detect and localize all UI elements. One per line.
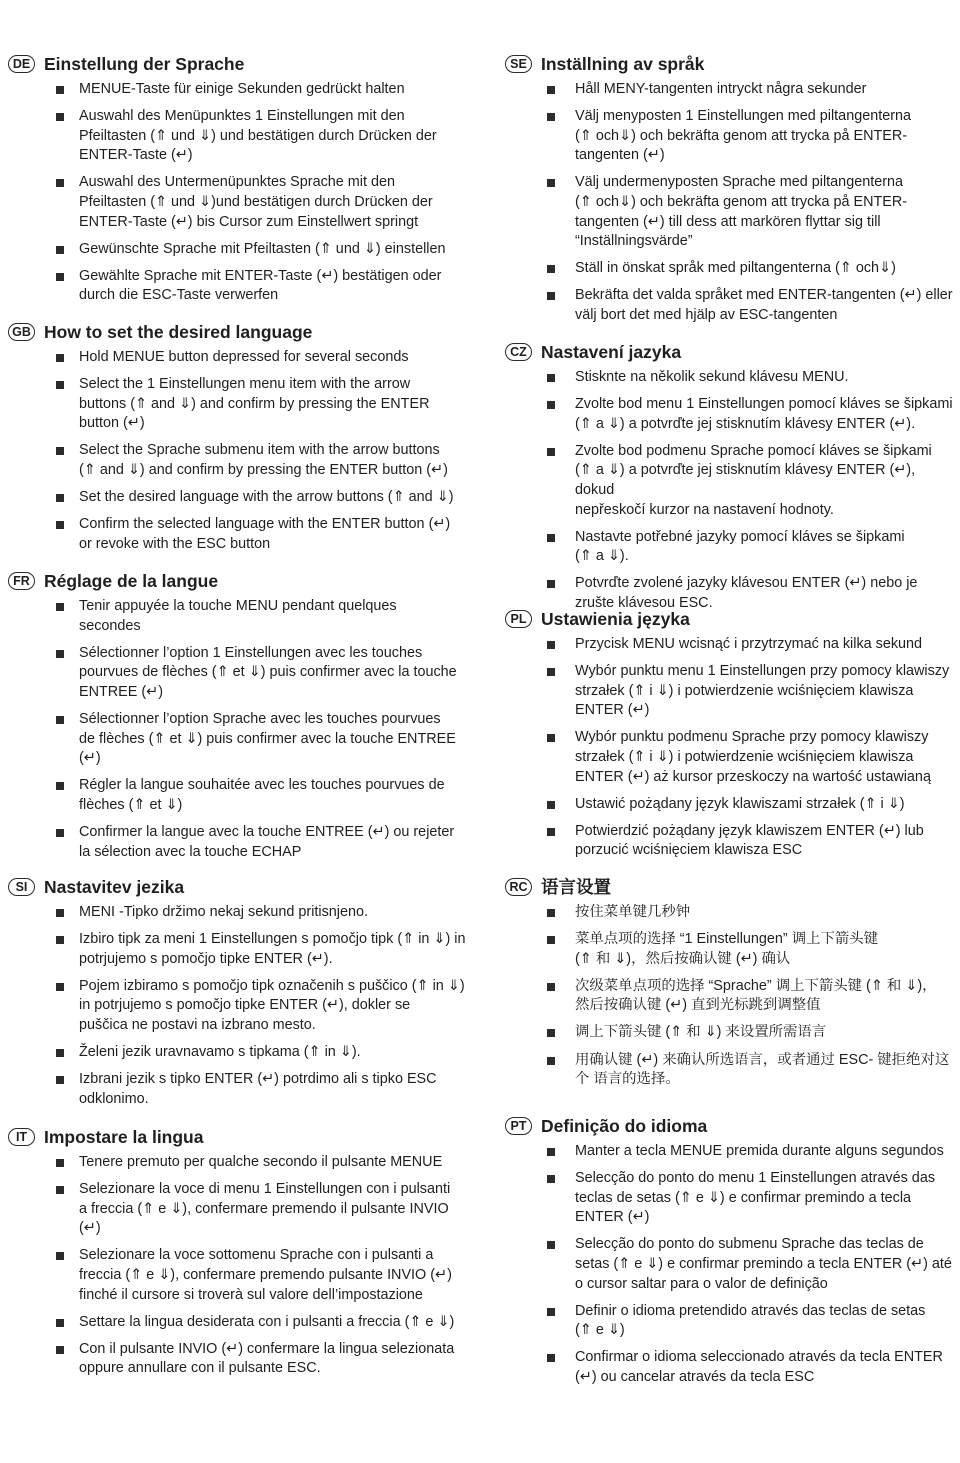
square-bullet-icon xyxy=(547,734,555,742)
item-text: Želeni jezik uravnavamo s tipkama (⇑ in ⇓). xyxy=(79,1044,361,1061)
list-item xyxy=(8,1043,470,1063)
item-text: Selecção do ponto do submenu Sprache das teclas de setas (⇑ e ⇓) e confirmar premindo a tecla ENTER (↵) até o cursor saltar para o valor de definição xyxy=(575,1236,952,1292)
list-item xyxy=(505,528,957,567)
list-item xyxy=(8,930,470,969)
list-item xyxy=(505,1051,957,1090)
list-item xyxy=(505,1302,957,1341)
square-bullet-icon xyxy=(547,1354,555,1362)
section-title: Definição do idioma xyxy=(541,1116,708,1136)
item-text: Välj menyposten 1 Einstellungen med piltangenterna (⇑ och⇓) och bekräfta genom att trycka på ENTER- tangenten (↵) xyxy=(575,108,912,164)
square-bullet-icon xyxy=(56,1252,64,1260)
list-item xyxy=(8,776,470,815)
instruction-list xyxy=(8,80,470,306)
instruction-list xyxy=(8,597,470,862)
list-item xyxy=(505,728,957,787)
section-header xyxy=(505,52,957,80)
section-header xyxy=(8,320,470,348)
section-header xyxy=(8,875,470,903)
section-fr xyxy=(8,569,470,870)
section-title: Einstellung der Sprache xyxy=(44,54,245,74)
square-bullet-icon xyxy=(56,381,64,389)
square-bullet-icon xyxy=(56,983,64,991)
list-item xyxy=(8,1180,470,1239)
language-badge: SE xyxy=(505,55,532,73)
instruction-list xyxy=(505,903,957,1090)
list-item xyxy=(8,1153,470,1173)
square-bullet-icon xyxy=(56,1159,64,1167)
item-text: 次级菜单点项的选择 “Sprache” 调上下箭头键 (⇑ 和 ⇓)， 然后按确认键 (↵) 直到光标跳到调整值 xyxy=(575,977,937,1014)
list-item xyxy=(8,240,470,260)
language-badge: CZ xyxy=(505,343,532,361)
section-title: Impostare la lingua xyxy=(44,1127,204,1147)
item-text: Zvolte bod menu 1 Einstellungen pomocí kláves se šipkami (⇑ a ⇓) a potvrďte jej stisknutím klávesy ENTER (↵). xyxy=(575,396,953,432)
item-text: Nastavte potřebné jazyky pomocí kláves se šipkami (⇑ a ⇓). xyxy=(575,528,905,565)
section-header xyxy=(8,1125,470,1153)
square-bullet-icon xyxy=(56,86,64,94)
item-text: Set the desired language with the arrow buttons (⇑ and ⇓) xyxy=(79,489,454,506)
language-badge: PT xyxy=(505,1117,532,1135)
list-item xyxy=(8,441,470,480)
item-text: Izbiro tipk za meni 1 Einstellungen s pomočjo tipk (⇑ in ⇓) in potrjujemo s pomočjo tipke ENTER (↵). xyxy=(79,931,466,967)
square-bullet-icon xyxy=(56,273,64,281)
item-text: Confirm the selected language with the ENTER button (↵) or revoke with the ESC button xyxy=(79,516,451,552)
square-bullet-icon xyxy=(547,1148,555,1156)
list-item xyxy=(505,442,957,520)
list-item xyxy=(8,644,470,703)
square-bullet-icon xyxy=(56,782,64,790)
item-text: Definir o idioma pretendido através das teclas de setas (⇑ e ⇓) xyxy=(575,1302,926,1339)
list-item xyxy=(8,107,470,166)
section-header xyxy=(505,875,957,903)
square-bullet-icon xyxy=(56,1346,64,1354)
section-de xyxy=(8,52,470,313)
square-bullet-icon xyxy=(56,603,64,611)
item-text: Select the Sprache submenu item with the arrow buttons (⇑ and ⇓) and confirm by pressing the ENTER button (↵) xyxy=(79,442,448,478)
instruction-list xyxy=(505,368,957,614)
item-text: 按住菜单键几秒钟 xyxy=(575,904,691,920)
item-text: Hold MENUE button depressed for several seconds xyxy=(79,349,409,365)
list-item xyxy=(505,107,957,166)
square-bullet-icon xyxy=(56,447,64,455)
list-item xyxy=(505,368,957,388)
square-bullet-icon xyxy=(547,1057,555,1065)
square-bullet-icon xyxy=(547,86,555,94)
item-text: Settare la lingua desiderata con i pulsanti a freccia (⇑ e ⇓) xyxy=(79,1313,455,1330)
language-badge: RC xyxy=(505,878,532,896)
language-badge: PL xyxy=(505,610,532,628)
square-bullet-icon xyxy=(547,448,555,456)
list-item xyxy=(505,1235,957,1294)
item-text: Sélectionner l’option Sprache avec les touches pourvues de flèches (⇑ et ⇓) puis confirmer avec la touche ENTREE (↵) xyxy=(79,710,456,767)
list-item xyxy=(8,348,470,368)
list-item xyxy=(8,173,470,232)
square-bullet-icon xyxy=(547,374,555,382)
list-item xyxy=(505,1023,957,1043)
square-bullet-icon xyxy=(547,668,555,676)
list-item xyxy=(8,597,470,636)
section-title: How to set the desired language xyxy=(44,322,313,342)
list-item xyxy=(8,488,470,508)
list-item xyxy=(505,286,957,325)
section-se xyxy=(505,52,957,333)
list-item xyxy=(8,267,470,306)
list-item xyxy=(505,173,957,251)
list-item xyxy=(8,1340,470,1379)
item-text: Gewünschte Sprache mit Pfeiltasten (⇑ und ⇓) einstellen xyxy=(79,240,446,257)
item-text: MENUE-Taste für einige Sekunden gedrückt halten xyxy=(79,81,405,97)
item-text: Pojem izbiramo s pomočjo tipk označenih s puščico (⇑ in ⇓) in potrjujemo s pomočjo tipke ENTER (↵), dokler se puščica ne postavi na izbrano mesto. xyxy=(79,977,465,1033)
item-text: Selezionare la voce di menu 1 Einstellungen con i pulsanti a freccia (⇑ e ⇓), confermare premendo il pulsante INVIO (↵) xyxy=(79,1181,451,1237)
item-text: Välj undermenyposten Sprache med piltangenterna (⇑ och⇓) och bekräfta genom att trycka på ENTER- tangenten (↵) till dess att markören flyttar sig till “Inställningsvärde” xyxy=(575,174,908,250)
square-bullet-icon xyxy=(547,641,555,649)
section-it xyxy=(8,1125,470,1386)
section-pl xyxy=(505,607,957,868)
instruction-list xyxy=(8,1153,470,1379)
item-text: Bekräfta det valda språket med ENTER-tangenten (↵) eller välj bort det med hjälp av ESC-tangenten xyxy=(575,287,953,323)
square-bullet-icon xyxy=(547,1029,555,1037)
list-item xyxy=(505,903,957,923)
language-badge: GB xyxy=(8,323,35,341)
instruction-list xyxy=(505,80,957,326)
instruction-list xyxy=(8,348,470,554)
square-bullet-icon xyxy=(56,716,64,724)
item-text: Wybór punktu podmenu Sprache przy pomocy klawiszy strzałek (⇑ i ⇓) i potwierdzenie wciśnięciem klawisza ENTER (↵) aż kursor przeskoczy na wartość ustawianą xyxy=(575,729,931,785)
list-item xyxy=(505,1142,957,1162)
square-bullet-icon xyxy=(547,534,555,542)
square-bullet-icon xyxy=(56,829,64,837)
item-text: Zvolte bod podmenu Sprache pomocí kláves se šipkami (⇑ a ⇓) a potvrďte jej stisknutím klávesy ENTER (↵), dokud nepřeskočí kurzor na nastavení hodnoty. xyxy=(575,442,932,518)
section-gb xyxy=(8,320,470,562)
list-item xyxy=(505,662,957,721)
square-bullet-icon xyxy=(547,909,555,917)
item-text: Potvrďte zvolené jazyky klávesou ENTER (↵) nebo je zrušte klávesou ESC. xyxy=(575,575,918,611)
item-text: Ställ in önskat språk med piltangenterna (⇑ och⇓) xyxy=(575,260,896,277)
instruction-list xyxy=(505,635,957,861)
square-bullet-icon xyxy=(547,1241,555,1249)
item-text: 菜单点项的选择 “1 Einstellungen” 调上下箭头键 (⇑ 和 ⇓)，然后按确认键 (↵) 确认 xyxy=(575,931,879,967)
list-item xyxy=(505,635,957,655)
item-text: Ustawić pożądany język klawiszami strzałek (⇑ i ⇓) xyxy=(575,795,905,812)
list-item xyxy=(8,710,470,769)
square-bullet-icon xyxy=(547,292,555,300)
item-text: Confirmer la langue avec la touche ENTREE (↵) ou rejeter la sélection avec la touche ECHAP xyxy=(79,823,455,860)
list-item xyxy=(8,515,470,554)
square-bullet-icon xyxy=(56,1319,64,1327)
section-title: Nastavitev jezika xyxy=(44,877,185,897)
language-badge: SI xyxy=(8,878,35,896)
item-text: Régler la langue souhaitée avec les touches pourvues de flèches (⇑ et ⇓) xyxy=(79,777,445,813)
item-text: Con il pulsante INVIO (↵) confermare la lingua selezionata oppure annullare con il pulsante ESC. xyxy=(79,1340,455,1377)
item-text: Confirmar o idioma seleccionado através da tecla ENTER (↵) ou cancelar através da tecla ESC xyxy=(575,1349,943,1385)
square-bullet-icon xyxy=(56,1076,64,1084)
instruction-list xyxy=(505,1142,957,1388)
section-title: Inställning av språk xyxy=(541,54,705,74)
item-text: Tenir appuyée la touche MENU pendant quelques secondes xyxy=(79,598,397,634)
section-rc xyxy=(505,875,957,1097)
section-si xyxy=(8,875,470,1117)
item-text: Izbrani jezik s tipko ENTER (↵) potrdimo ali s tipko ESC odklonimo. xyxy=(79,1071,437,1107)
section-pt xyxy=(505,1114,957,1395)
list-item xyxy=(505,795,957,815)
square-bullet-icon xyxy=(56,246,64,254)
list-item xyxy=(8,1313,470,1333)
list-item xyxy=(505,822,957,861)
square-bullet-icon xyxy=(56,354,64,362)
square-bullet-icon xyxy=(547,1308,555,1316)
square-bullet-icon xyxy=(56,113,64,121)
square-bullet-icon xyxy=(56,909,64,917)
square-bullet-icon xyxy=(547,179,555,187)
list-item xyxy=(8,1246,470,1305)
list-item xyxy=(505,930,957,969)
list-item xyxy=(8,80,470,100)
square-bullet-icon xyxy=(56,936,64,944)
section-title: Réglage de la langue xyxy=(44,571,219,591)
item-text: Selecção do ponto do menu 1 Einstellungen através das teclas de setas (⇑ e ⇓) e confirmar premindo a tecla ENTER (↵) xyxy=(575,1170,936,1226)
section-title: 语言设置 xyxy=(541,877,611,897)
section-header xyxy=(505,607,957,635)
section-title: Ustawienia języka xyxy=(541,609,690,629)
item-text: Wybór punktu menu 1 Einstellungen przy pomocy klawiszy strzałek (⇑ i ⇓) i potwierdzenie wciśnięciem klawisza ENTER (↵) xyxy=(575,663,950,719)
item-text: Stisknte na několik sekund klávesu MENU. xyxy=(575,369,849,385)
square-bullet-icon xyxy=(547,983,555,991)
square-bullet-icon xyxy=(56,179,64,187)
square-bullet-icon xyxy=(547,401,555,409)
section-cz xyxy=(505,340,957,621)
square-bullet-icon xyxy=(547,1175,555,1183)
list-item xyxy=(505,1169,957,1228)
language-badge: DE xyxy=(8,55,35,73)
list-item xyxy=(505,80,957,100)
square-bullet-icon xyxy=(56,494,64,502)
section-title: Nastavení jazyka xyxy=(541,342,682,362)
item-text: Auswahl des Untermenüpunktes Sprache mit den Pfeiltasten (⇑ und ⇓)und bestätigen durch Drücken der ENTER-Taste (↵) bis Cursor zum Einstellwert springt xyxy=(79,174,433,230)
list-item xyxy=(8,977,470,1036)
list-item xyxy=(8,903,470,923)
item-text: Auswahl des Menüpunktes 1 Einstellungen mit den Pfeiltasten (⇑ und ⇓) und bestätigen durch Drücken der ENTER-Taste (↵) xyxy=(79,108,437,164)
square-bullet-icon xyxy=(547,936,555,944)
list-item xyxy=(8,823,470,862)
item-text: 调上下箭头键 (⇑ 和 ⇓) 来设置所需语言 xyxy=(575,1024,827,1041)
item-text: Tenere premuto per qualche secondo il pulsante MENUE xyxy=(79,1154,443,1170)
item-text: Håll MENY-tangenten intryckt några sekunder xyxy=(575,81,867,97)
item-text: Przycisk MENU wcisnąć i przytrzymać na kilka sekund xyxy=(575,636,923,652)
list-item xyxy=(505,395,957,434)
section-header xyxy=(8,569,470,597)
square-bullet-icon xyxy=(56,650,64,658)
section-header xyxy=(8,52,470,80)
square-bullet-icon xyxy=(547,265,555,273)
square-bullet-icon xyxy=(56,521,64,529)
item-text: MENI -Tipko držimo nekaj sekund pritisnjeno. xyxy=(79,904,368,920)
square-bullet-icon xyxy=(56,1186,64,1194)
item-text: Manter a tecla MENUE premida durante alguns segundos xyxy=(575,1143,944,1159)
square-bullet-icon xyxy=(547,801,555,809)
section-header xyxy=(505,340,957,368)
item-text: Selezionare la voce sottomenu Sprache con i pulsanti a freccia (⇑ e ⇓), confermare premendo pulsante INVIO (↵) finché il cursore si troverà sul valore dell’impostazione xyxy=(79,1247,452,1303)
square-bullet-icon xyxy=(547,580,555,588)
item-text: Sélectionner l’option 1 Einstellungen avec les touches pourvues de flèches (⇑ et ⇓) puis confirmer avec la touche ENTREE (↵) xyxy=(79,644,457,700)
item-text: Select the 1 Einstellungen menu item with the arrow buttons (⇑ and ⇓) and confirm by pressing the ENTER button (↵) xyxy=(79,376,430,432)
section-header xyxy=(505,1114,957,1142)
item-text: Potwierdzić pożądany język klawiszem ENTER (↵) lub porzucić wciśnięciem klawisza ESC xyxy=(575,822,924,859)
list-item xyxy=(505,259,957,279)
language-badge: FR xyxy=(8,572,35,590)
instruction-list xyxy=(8,903,470,1109)
list-item xyxy=(505,1348,957,1387)
list-item xyxy=(505,977,957,1016)
item-text: Gewählte Sprache mit ENTER-Taste (↵) bestätigen oder durch die ESC-Taste verwerfen xyxy=(79,267,442,304)
list-item xyxy=(8,1070,470,1109)
language-badge: IT xyxy=(8,1128,35,1146)
square-bullet-icon xyxy=(547,113,555,121)
square-bullet-icon xyxy=(547,828,555,836)
item-text: 用确认键 (↵) 来确认所选语言，或者通过 ESC- 键拒绝对这 个 语言的选择。 xyxy=(575,1051,950,1088)
square-bullet-icon xyxy=(56,1049,64,1057)
list-item xyxy=(8,375,470,434)
